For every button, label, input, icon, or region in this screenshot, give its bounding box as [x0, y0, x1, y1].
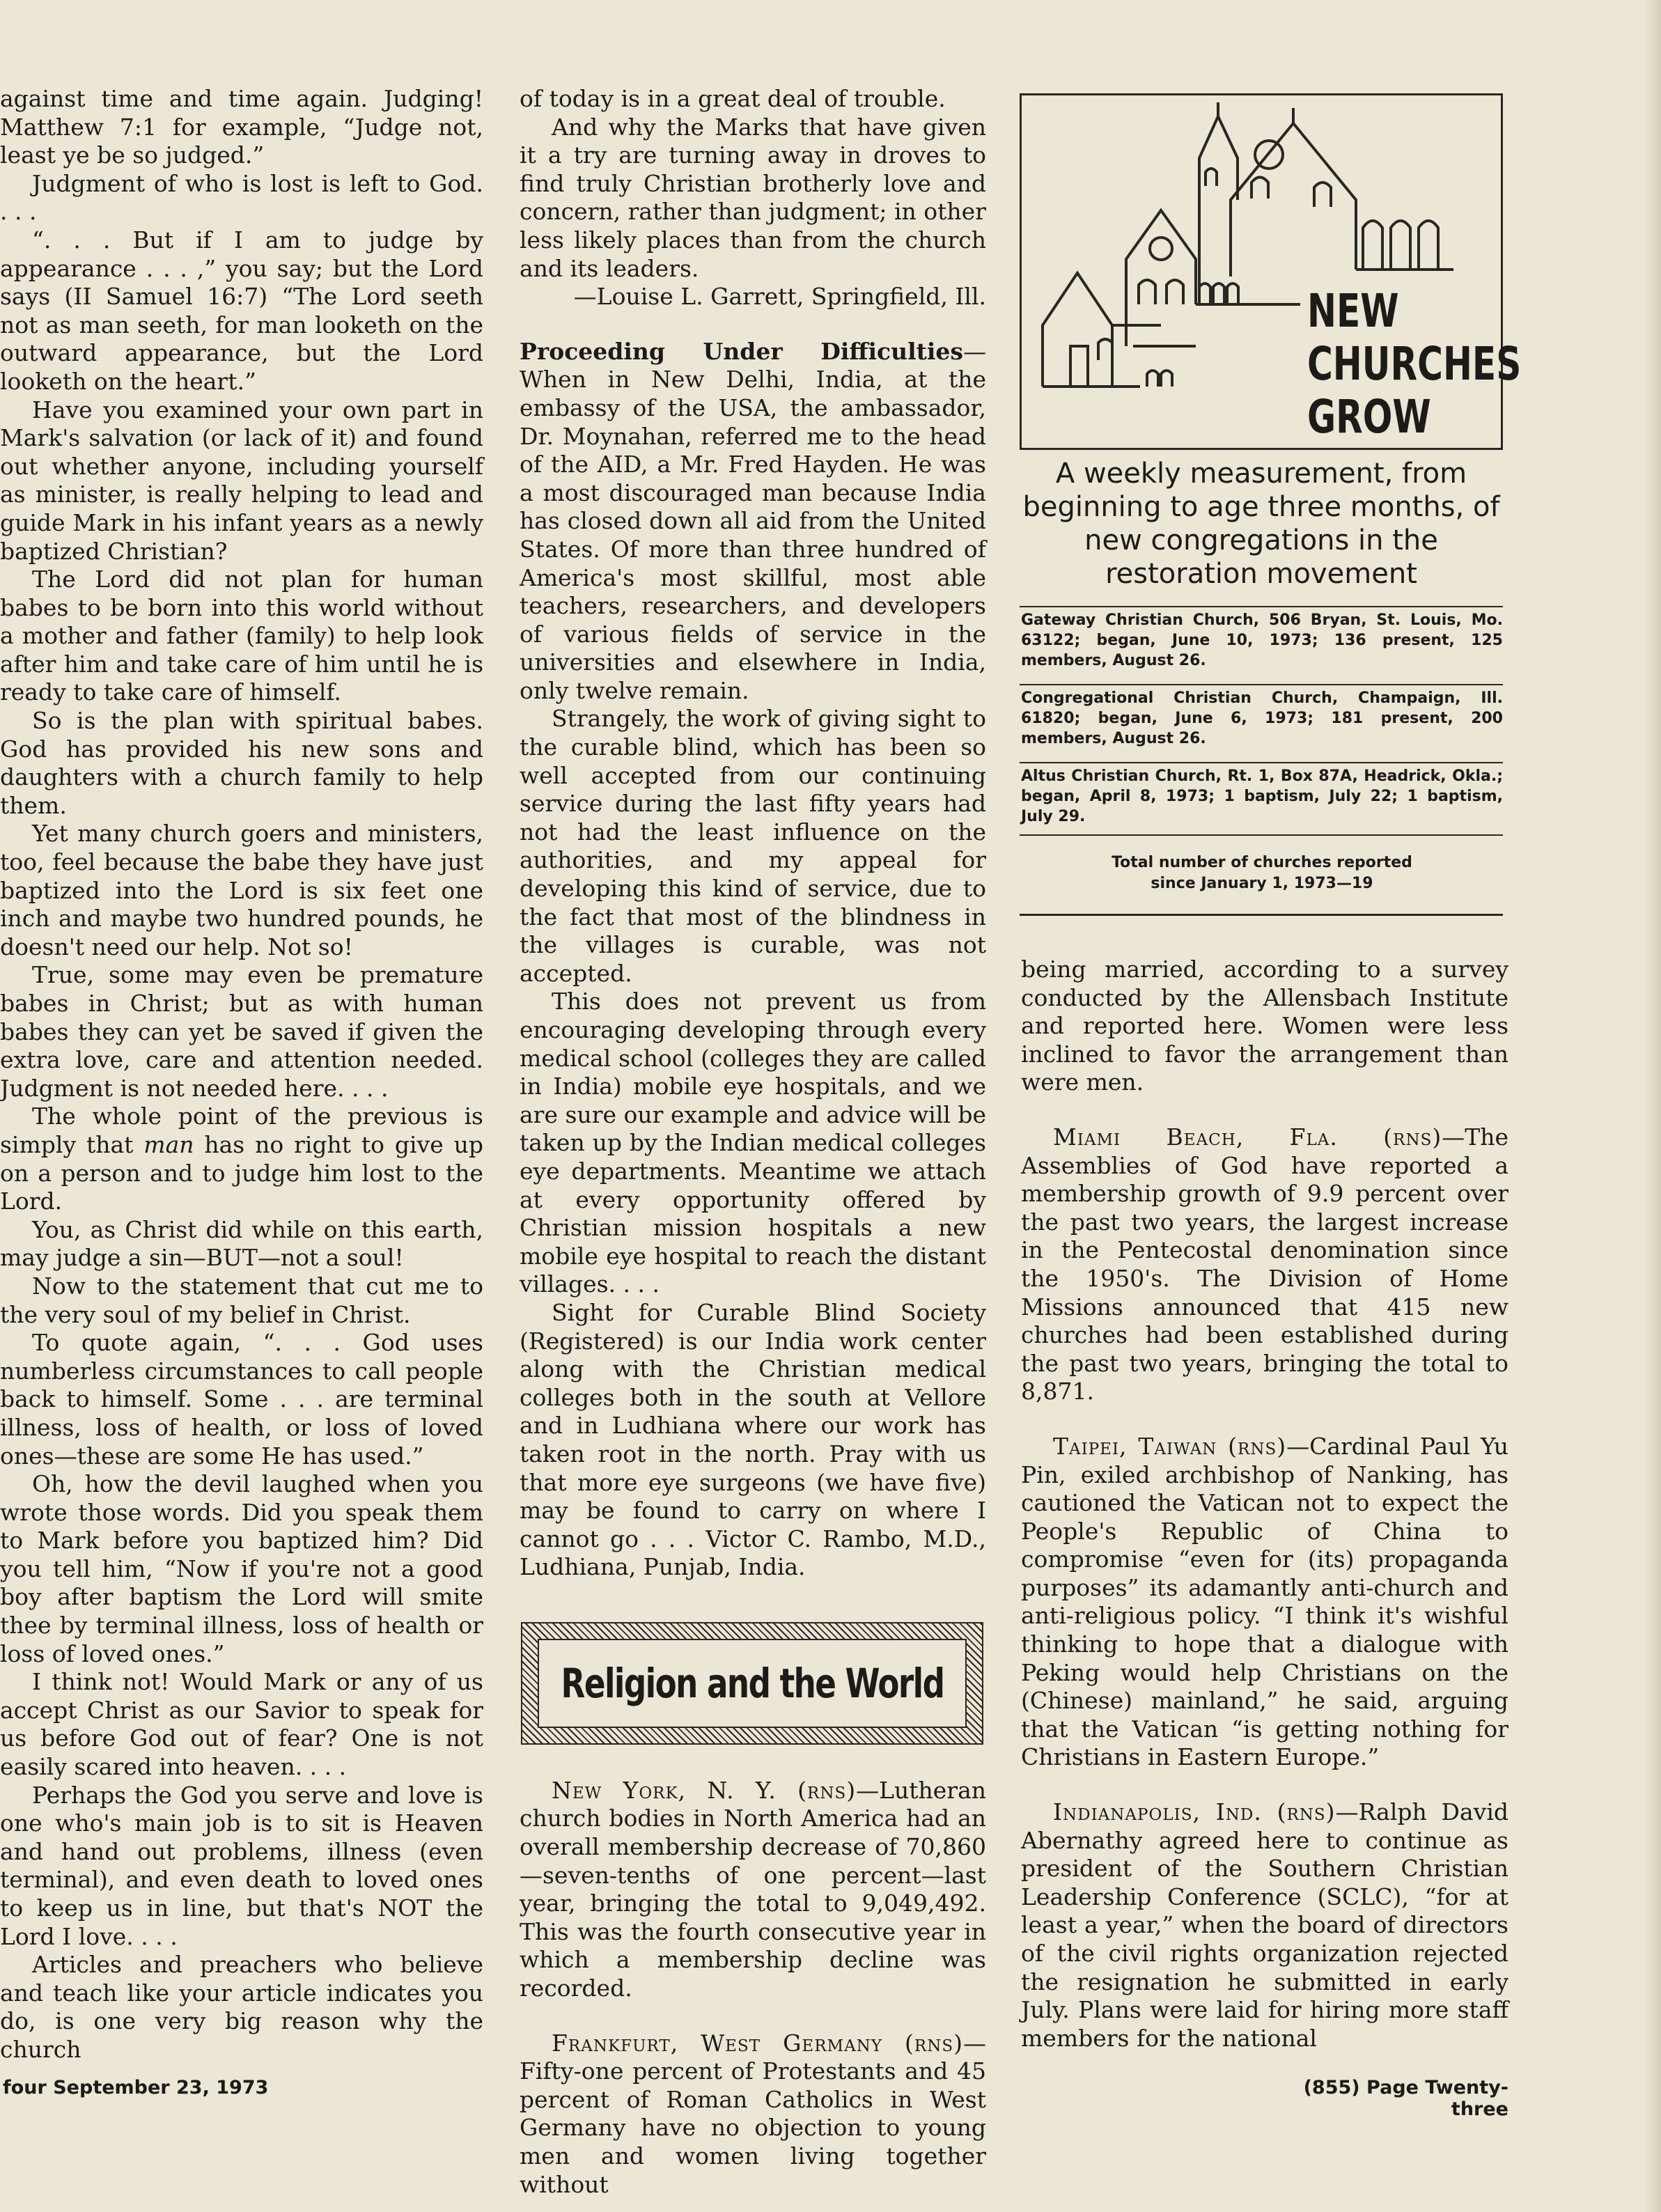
church-entry: Congregational Christian Church, Champaign, Ill. 61820; began, June 6, 1973; 181 present, 200 members, August 26. [1021, 690, 1503, 747]
section-banner-inner [538, 1639, 967, 1728]
paragraph: of today is in a great deal of trouble. [520, 85, 946, 112]
paragraph [0, 1103, 483, 1215]
news-text: —Ralph David Abernathy agreed here to continue as president of the Southern Christian Leadership Conference (SCLC), “for at least a year,” when the board of directors of the civil rights organization rejected the resignation he submitted in early July. Plans were laid for hiring more staff members for the national [1021, 1798, 1508, 2052]
new-churches-grow-box [1020, 93, 1522, 450]
paragraph: against time and time again. Judging! Matthew 7:1 for example, “Judge not, least ye be so judged.” [0, 85, 483, 169]
news-text: —Lutheran church bodies in North America had an overall membership decrease of 70,860 —seven-tenths of one percent—last year, bringing the total to 9,049,492. This was the fourth consecutive year in which a membership decline was recorded. [520, 1776, 986, 2002]
news-item [520, 1777, 986, 2003]
paragraph: Articles and preachers who believe and teach like your article indicates you do, is one very big reason why the church [0, 1951, 483, 2063]
title-line: NEW [1307, 284, 1399, 338]
title-line: CHURCHES [1307, 337, 1522, 391]
column-1 [0, 85, 483, 2064]
paragraph: And why the Marks that have given it a try are turning away in droves to find truly Christian brotherly love and concern, rather than judgment; in other less likely places than from the church and its leaders. [520, 113, 986, 282]
paragraph: Now to the statement that cut me to the very soul of my belief in Christ. [0, 1272, 483, 1328]
total-count [1021, 852, 1503, 894]
dateline: New York, N. Y. (rns) [552, 1776, 857, 1804]
section-banner [521, 1622, 983, 1745]
total-line: since January 1, 1973—19 [1151, 875, 1373, 892]
news-text: —Fifty-one percent of Protestants and 45 percent of Roman Catholics in West Germany have no objection to young men and women living together without [520, 2029, 986, 2198]
paragraph: being married, according to a survey conducted by the Allensbach Institute and reported here. Women were less inclined to favor the arrangement than were men. [1021, 956, 1508, 1096]
paragraph: The Lord did not plan for human babes to be born into this world without a mother and father (family) to help look after him and take care of him until he is ready to take care of himself. [0, 566, 483, 706]
paragraph: Judgment of who is lost is left to God. . . . [0, 169, 483, 226]
run-in-heading: Proceeding Under Difficulties [520, 337, 963, 365]
divider [1020, 762, 1503, 763]
paragraph: This does not prevent us from encouraging developing through every medical school (colleges they are called in India) mobile eye hospitals, and we are sure our example and advice will be taken up by the Indian medical colleges eye departments. Meantime we attach at every opportunity offered by Christian mission hospitals a new mobile eye hospital to reach the distant villages. . . . [520, 988, 986, 1298]
total-line: Total number of churches reported [1112, 854, 1412, 871]
section-title: Religion and the World [561, 1659, 944, 1707]
paragraph: Perhaps the God you serve and love is one who's main job is to sit is Heaven and hand out problems, illness (even terminal), and even death to loved ones to keep us in line, but that's NOT the Lord I love. . . . [0, 1781, 483, 1950]
text-run: The whole point of the previous is simply that [0, 1103, 483, 1158]
paragraph: Oh, how the devil laughed when you wrote those words. Did you speak them to Mark before you baptized him? Did you tell him, “Now if you're not a good boy after baptism the Lord will smite thee by terminal illness, loss of health or loss of loved ones.” [0, 1470, 483, 1667]
paragraph: I think not! Would Mark or any of us accept Christ as our Savior to speak for us before God out of fear? One is not easily scared into heaven. . . . [0, 1668, 483, 1781]
title-line: GROW [1307, 390, 1431, 444]
church-entry: Gateway Christian Church, 506 Bryan, St. Louis, Mo. 63122; began, June 10, 1973; 136 present, 125 members, August 26. [1021, 612, 1503, 669]
paragraph: “. . . But if I am to judge by appearance . . . ,” you say; but the Lord says (II Samuel 16:7) “The Lord seeth not as man seeth, for man looketh on the outward appearance, but the Lord looketh on the heart.” [0, 226, 483, 395]
divider [1020, 834, 1503, 836]
page-edge [1643, 0, 1661, 2212]
divider [1020, 606, 1503, 607]
column-3 [1021, 956, 1508, 2053]
page-number: (855) Page Twenty-three [1303, 2077, 1508, 2120]
paragraph: Sight for Curable Blind Society (Registered) is our India work center along with the Christian medical colleges both in the south at Vellore and in Ludhiana where our work has taken root in the north. Pray with us that more eye surgeons (we have five) may be found to carry on where I cannot go . . . Victor C. Rambo, M.D., Ludhiana, Punjab, India. [520, 1298, 986, 1581]
footer-date: four September 23, 1973 [3, 2077, 269, 2098]
paragraph: You, as Christ did while on this earth, may judge a sin—BUT—not a soul! [0, 1215, 483, 1272]
news-item [1021, 1798, 1508, 2053]
box-subtitle: A weekly measurement, from beginning to age three months, of new congregations in the restoration movement [1022, 458, 1500, 590]
paragraph: Strangely, the work of giving sight to the curable blind, which has been so well accepted from our continuing service during the last fifty years had not had the least influence on the authorities, and my appeal for developing this kind of service, due to the fact that most of the blindness in the villages is curable, was not accepted. [520, 705, 986, 987]
emphasis: man [143, 1130, 194, 1158]
church-entry: Altus Christian Church, Rt. 1, Box 87A, Headrick, Okla.; began, April 8, 1973; 1 baptism, July 22; 1 baptism, July 29. [1021, 768, 1503, 825]
text-run: —When in New Delhi, India, at the embassy of the USA, the ambassador, Dr. Moynahan, referred me to the head of the AID, a Mr. Fred Hayden. He was a most discouraged man because India has closed down all aid from the United States. Of more than three hundred of America's most skillful, most able teachers, researchers, and developers of various fields of service in the universities and elsewhere in India, only twelve remain. [520, 337, 986, 704]
news-item [520, 2030, 986, 2199]
news-text: —Cardinal Paul Yu Pin, exiled archbishop of Nanking, has cautioned the Vatican not to expect the People's Republic of China to compromise “even for (its) propaganda purposes” its adamantly anti-church and anti-religious policy. “I think it's wishful thinking to hope that a dialogue with Peking would help Christians on the (Chinese) mainland,” he said, arguing that the Vatican “is getting nothing for Christians in Eastern Europe.” [1021, 1432, 1508, 1771]
text-run: has no right to give up on a person and to judge him lost to the Lord. [0, 1130, 483, 1215]
divider [1020, 684, 1503, 685]
dateline: Indianapolis, Ind. (rns) [1053, 1798, 1336, 1826]
paragraph: So is the plan with spiritual babes. God has provided his new sons and daughters with a church family to help them. [0, 707, 483, 819]
paragraph: Have you examined your own part in Mark's salvation (or lack of it) and found out whether anyone, including yourself as minister, is really helping to lead and guide Mark in his infant years as a newly baptized Christian? [0, 396, 483, 565]
paragraph [520, 338, 986, 706]
paragraph: To quote again, “. . . God uses numberless circumstances to call people back to himself. Some . . . are terminal illness, loss of health, or loss of loved ones—these are some He has used.” [0, 1329, 483, 1470]
dateline: Frankfurt, West Germany (rns) [552, 2029, 963, 2057]
box-title [1307, 285, 1521, 444]
news-item [1021, 1433, 1508, 1772]
paragraph: True, some may even be premature babes in Christ; but as with human babes they can yet be saved if given the extra love, care and attention needed. Judgment is not needed here. . . . [0, 961, 483, 1102]
letter-signature: —Louise L. Garrett, Springfield, Ill. [573, 283, 986, 311]
divider [1020, 914, 1503, 916]
news-text: —The Assemblies of God have reported a membership growth of 9.9 percent over the past two years, the largest increase in the Pentecostal denomination since the 1950's. The Division of Home Missions announced that 415 new churches had been established during the past two years, bringing the total to 8,871. [1021, 1123, 1508, 1405]
dateline: Taipei, Taiwan (rns) [1053, 1432, 1287, 1460]
paragraph: Yet many church goers and ministers, too, feel because the babe they have just baptized into the Lord is six feet one inch and maybe two hundred pounds, he doesn't need our help. Not so! [0, 820, 483, 960]
dateline: Miami Beach, Fla. (rns) [1053, 1123, 1442, 1151]
column-2 [520, 85, 986, 2199]
news-item [1021, 1123, 1508, 1406]
